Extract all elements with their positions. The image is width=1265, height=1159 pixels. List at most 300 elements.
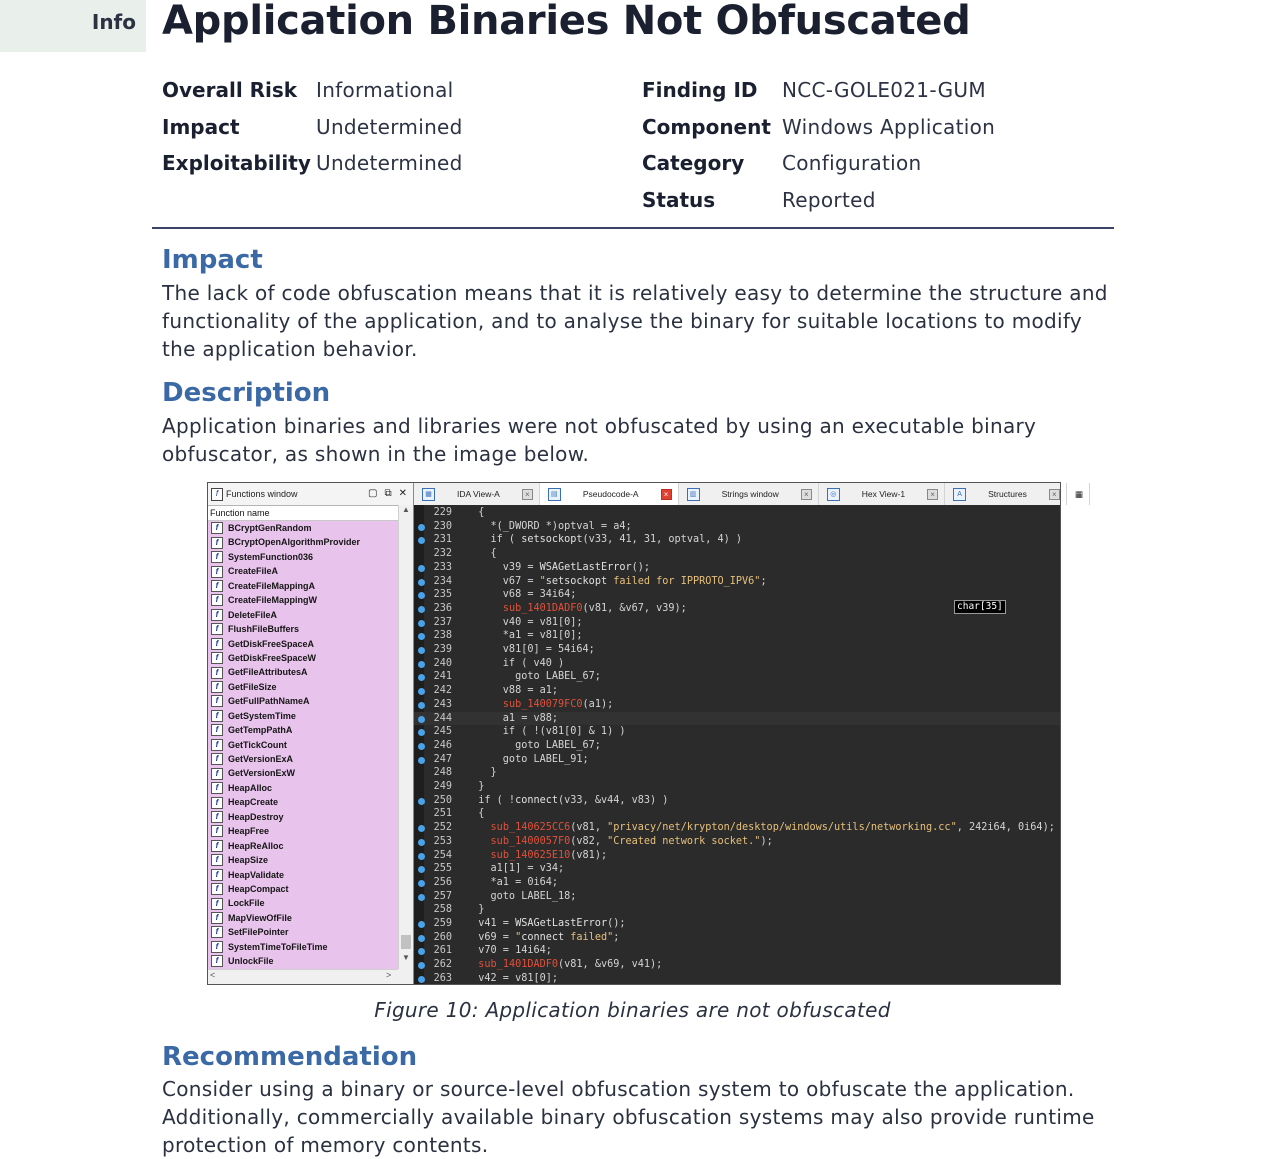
function-name: HeapSize: [228, 855, 269, 866]
function-icon: f: [211, 537, 223, 549]
function-name: CreateFileA: [228, 566, 279, 577]
code-text: *a1 = 0i64;: [466, 876, 559, 888]
code-text: v42 = v81[0];: [466, 972, 559, 984]
code-text: v68 = 34i64;: [466, 589, 577, 601]
line-number: 260: [433, 931, 452, 943]
code-line[interactable]: [414, 712, 1060, 726]
breakpoint-dot-icon[interactable]: [418, 579, 425, 586]
impact-text: The lack of code obfuscation means that it is relatively easy to determine the structure and functionality of the application, and to analyse the binary for suitable locations to modify the application behavior.: [162, 281, 1108, 361]
restore-icon[interactable]: ⧉: [384, 488, 392, 499]
code-line[interactable]: [414, 561, 1060, 575]
line-number: 255: [433, 863, 452, 875]
finding-title: Application Binaries Not Obfuscated: [162, 0, 971, 44]
function-icon: f: [211, 594, 223, 606]
line-number: 231: [433, 534, 452, 546]
function-name: CreateFileMappingW: [228, 595, 318, 606]
code-text: goto LABEL_91;: [466, 753, 589, 765]
function-icon: f: [211, 753, 223, 765]
recommendation-heading: Recommendation: [162, 1042, 418, 1072]
function-name: HeapAlloc: [228, 782, 273, 793]
line-number: 256: [433, 876, 452, 888]
code-text: if ( setsockopt(v33, 41, 31, optval, 4) ): [466, 534, 743, 546]
function-list-item[interactable]: [208, 593, 398, 607]
code-line[interactable]: [414, 520, 1060, 534]
line-number: 243: [433, 698, 452, 710]
breakpoint-dot-icon[interactable]: [418, 935, 425, 942]
function-list: [208, 521, 398, 969]
tab-pseudocode-a[interactable]: [540, 483, 679, 505]
breakpoint-dot-icon[interactable]: [418, 894, 425, 901]
code-line[interactable]: [414, 917, 1060, 931]
code-line[interactable]: [414, 835, 1060, 849]
code-text: goto LABEL_67;: [466, 739, 601, 751]
close-icon[interactable]: ✕: [398, 488, 407, 499]
function-list-item[interactable]: [208, 882, 398, 896]
functions-window-title: Functions window: [226, 489, 298, 499]
function-name: BCryptOpenAlgorithmProvider: [228, 537, 361, 548]
code-line[interactable]: [414, 643, 1060, 657]
figure-caption: Figure 10: Application binaries are not obfuscated: [374, 998, 891, 1022]
function-list-item[interactable]: [208, 810, 398, 824]
line-number: 245: [433, 726, 452, 738]
type-tooltip: char[35]: [954, 600, 1006, 614]
code-text: {: [466, 548, 497, 560]
breakpoint-dot-icon[interactable]: [418, 921, 425, 928]
meta-value: Configuration: [782, 151, 922, 175]
function-name: SystemTimeToFileTime: [228, 941, 328, 952]
code-line[interactable]: [414, 821, 1060, 835]
function-icon: f: [211, 566, 223, 578]
code-text: {: [466, 507, 485, 518]
line-number: 249: [433, 781, 452, 792]
scroll-down-icon[interactable]: ▼: [402, 953, 410, 962]
function-icon: f: [211, 941, 223, 953]
function-name: GetVersionExA: [228, 754, 294, 764]
function-list-item[interactable]: [208, 824, 398, 838]
function-icon: f: [211, 854, 223, 866]
function-name: BCryptGenRandom: [228, 523, 312, 533]
function-list-item[interactable]: [208, 723, 398, 737]
line-number: 250: [433, 794, 452, 806]
breakpoint-dot-icon[interactable]: [418, 853, 425, 860]
breakpoint-dot-icon[interactable]: [418, 798, 425, 805]
code-line[interactable]: [414, 698, 1060, 712]
meta-left: [162, 72, 463, 182]
function-icon: f: [211, 811, 223, 823]
tab-close-icon[interactable]: ×: [661, 489, 672, 500]
function-name: CreateFileMappingA: [228, 580, 316, 591]
code-line[interactable]: [414, 849, 1060, 863]
code-text: goto LABEL_18;: [466, 890, 577, 902]
function-icon: f: [211, 522, 223, 534]
function-icon: f: [211, 898, 223, 910]
line-number: 232: [433, 548, 452, 560]
function-icon: f: [211, 609, 223, 621]
function-name: HeapValidate: [228, 869, 285, 880]
strings-icon: ▥: [687, 488, 700, 501]
function-name: GetTickCount: [228, 739, 287, 750]
function-name: GetFileAttributesA: [228, 667, 308, 678]
code-line[interactable]: [414, 903, 1060, 917]
code-text: }: [466, 767, 497, 779]
function-list-item[interactable]: [208, 853, 398, 867]
function-icon: f: [211, 797, 223, 809]
code-text: v81[0] = 54i64;: [466, 644, 595, 655]
breakpoint-dot-icon[interactable]: [418, 962, 425, 969]
code-line[interactable]: [414, 575, 1060, 589]
function-icon: f: [211, 488, 223, 501]
code-text: v40 = v81[0];: [466, 616, 583, 628]
breakpoint-dot-icon[interactable]: [418, 674, 425, 681]
meta-key: Status: [642, 187, 716, 212]
breakpoint-dot-icon[interactable]: [418, 743, 425, 750]
tab-label: Strings window: [721, 489, 779, 499]
code-text: if ( !(v81[0] & 1) ): [466, 726, 626, 738]
function-icon: f: [211, 667, 223, 679]
breakpoint-dot-icon[interactable]: [418, 716, 425, 723]
recommendation-text: Consider using a binary or source-level obfuscation system to obfuscate the application. Additionally, commercially available binary obfuscation systems may also provide runtime protection of memory contents.: [162, 1077, 1095, 1157]
window-controls: [368, 483, 413, 505]
breakpoint-dot-icon[interactable]: [418, 948, 425, 955]
code-text: v88 = a1;: [466, 685, 559, 697]
function-name: HeapCreate: [228, 797, 279, 808]
function-icon: f: [211, 926, 223, 938]
function-list-item[interactable]: [208, 925, 398, 939]
graph-icon: ▦: [422, 488, 435, 501]
scrollbar-thumb[interactable]: [401, 935, 411, 949]
code-line[interactable]: [414, 739, 1060, 753]
function-list-item[interactable]: [208, 665, 398, 679]
code-text: v67 = "setsockopt failed for IPPROTO_IPV6";: [466, 575, 767, 587]
function-icon: f: [211, 638, 223, 650]
tab-ida-view-a[interactable]: [414, 483, 540, 505]
line-number: 236: [433, 602, 452, 614]
meta-key: Overall Risk: [162, 78, 298, 102]
code-line[interactable]: [414, 958, 1060, 972]
line-number: 253: [433, 835, 452, 847]
breakpoint-dot-icon[interactable]: [418, 880, 425, 887]
function-icon: f: [211, 768, 223, 780]
function-name: SetFilePointer: [228, 927, 289, 938]
line-number: 262: [433, 959, 452, 971]
code-text: v41 = WSAGetLastError();: [466, 918, 626, 929]
meta-row-overall-risk: [162, 72, 463, 109]
scroll-left-icon[interactable]: <: [210, 970, 216, 980]
meta-value: Reported: [782, 187, 876, 212]
function-list-item[interactable]: [208, 954, 398, 968]
breakpoint-dot-icon[interactable]: [418, 565, 425, 572]
function-name: HeapDestroy: [228, 811, 284, 822]
meta-row-impact: [162, 109, 463, 146]
function-icon: f: [211, 840, 223, 852]
code-line[interactable]: [414, 616, 1060, 630]
function-name: DeleteFileA: [228, 609, 278, 620]
code-line[interactable]: [414, 807, 1060, 821]
function-icon: f: [211, 825, 223, 837]
breakpoint-dot-icon[interactable]: [418, 866, 425, 873]
breakpoint-dot-icon[interactable]: [418, 839, 425, 846]
code-line[interactable]: [414, 629, 1060, 643]
pseudocode-icon: ▤: [548, 488, 561, 501]
code-line[interactable]: [414, 780, 1060, 794]
tab-bar: [414, 483, 1083, 506]
line-number: 230: [433, 520, 452, 532]
function-list-item[interactable]: [208, 637, 398, 651]
function-icon: f: [211, 739, 223, 751]
function-name: GetDiskFreeSpaceA: [228, 638, 315, 649]
meta-row-component: [642, 109, 995, 146]
code-line[interactable]: [414, 862, 1060, 876]
code-line[interactable]: [414, 533, 1060, 547]
code-text: if ( !connect(v33, &v44, v83) ): [466, 794, 669, 806]
code-text: {: [466, 808, 485, 820]
function-name: HeapReAlloc: [228, 840, 284, 851]
meta-value: Undetermined: [316, 114, 463, 139]
function-list-item[interactable]: [208, 608, 398, 622]
function-icon: f: [211, 551, 223, 563]
function-icon: f: [211, 869, 223, 881]
line-number: 248: [433, 767, 452, 779]
line-number: 252: [433, 822, 452, 834]
meta-row-category: [642, 145, 995, 182]
function-list-item[interactable]: [208, 694, 398, 708]
code-text: a1[1] = v34;: [466, 863, 565, 875]
function-icon: f: [211, 955, 223, 967]
functions-window: [208, 483, 414, 984]
tab-hex-view-1[interactable]: [819, 483, 945, 505]
breakpoint-dot-icon[interactable]: [418, 592, 425, 599]
code-text: goto LABEL_67;: [466, 671, 601, 683]
code-text: }: [466, 781, 485, 792]
tab-label: Hex View-1: [861, 489, 906, 499]
code-line[interactable]: [414, 931, 1060, 945]
line-number: 235: [433, 589, 452, 601]
code-line[interactable]: [414, 670, 1060, 684]
function-icon: f: [211, 695, 223, 707]
function-list-item[interactable]: [208, 622, 398, 636]
meta-row-exploitability: [162, 145, 463, 182]
code-text: a1 = v88;: [466, 712, 559, 724]
function-list-item[interactable]: [208, 839, 398, 853]
breakpoint-dot-icon[interactable]: [418, 647, 425, 654]
function-icon: f: [211, 652, 223, 664]
minimize-icon[interactable]: ▢: [368, 488, 378, 499]
tab-structures[interactable]: [945, 483, 1067, 505]
meta-key: Impact: [162, 114, 240, 139]
tab-label: IDA View-A: [457, 489, 500, 499]
function-name: GetTempPathA: [228, 725, 293, 736]
function-list-item[interactable]: [208, 535, 398, 549]
breakpoint-dot-icon[interactable]: [418, 620, 425, 627]
column-header-function-name[interactable]: Function name: [208, 506, 400, 521]
function-list-item[interactable]: [208, 752, 398, 766]
breakpoint-dot-icon[interactable]: [418, 757, 425, 764]
function-name: UnlockFile: [228, 956, 274, 967]
code-text: v69 = "connect failed";: [466, 931, 620, 943]
function-name: GetVersionExW: [228, 768, 296, 779]
line-number: 239: [433, 644, 452, 655]
function-list-item[interactable]: [208, 738, 398, 752]
line-number: 229: [433, 507, 452, 518]
code-text: if ( v40 ): [466, 657, 565, 669]
line-number: 244: [433, 712, 452, 724]
meta-key: Exploitability: [162, 151, 311, 175]
function-list-item[interactable]: [208, 521, 398, 535]
description-text: Application binaries and libraries were not obfuscated by using an executable binary obfuscator, as shown in the image below.: [162, 414, 1037, 466]
code-text: sub_1401DADF0(v81, &v67, v39);: [502, 602, 687, 614]
function-list-item[interactable]: [208, 795, 398, 809]
line-number: 238: [433, 630, 452, 642]
tab-strings-window[interactable]: [679, 483, 819, 505]
scroll-up-icon[interactable]: ▲: [402, 505, 410, 514]
breakpoint-dot-icon[interactable]: [418, 661, 425, 668]
code-text: sub_140079FC0(a1);: [502, 698, 614, 710]
line-number: 259: [433, 918, 452, 929]
function-name: GetSystemTime: [228, 710, 296, 721]
function-list-item[interactable]: [208, 781, 398, 795]
function-name: FlushFileBuffers: [228, 624, 300, 635]
line-number: 263: [433, 972, 452, 984]
code-text: v39 = WSAGetLastError();: [466, 561, 651, 573]
function-list-item[interactable]: [208, 896, 398, 910]
meta-value: Undetermined: [316, 151, 463, 175]
breakpoint-dot-icon[interactable]: [418, 688, 425, 695]
function-icon: f: [211, 912, 223, 924]
function-name: HeapCompact: [228, 883, 289, 894]
scroll-right-icon[interactable]: >: [386, 970, 392, 980]
code-line[interactable]: [414, 657, 1060, 671]
functions-window-titlebar: [208, 483, 413, 506]
code-line[interactable]: [414, 684, 1060, 698]
code-line[interactable]: [414, 506, 1060, 520]
line-number: 234: [433, 575, 452, 587]
structures-icon: A: [953, 488, 966, 501]
code-line[interactable]: [414, 890, 1060, 904]
function-icon: f: [211, 580, 223, 592]
code-text: v70 = 14i64;: [466, 945, 552, 957]
line-number: 233: [433, 561, 452, 573]
function-list-item[interactable]: [208, 680, 398, 694]
function-list-item[interactable]: [208, 940, 398, 954]
description-heading: Description: [162, 378, 331, 408]
code-line[interactable]: [414, 753, 1060, 767]
meta-value: Windows Application: [782, 114, 996, 139]
code-text: *(_DWORD *)optval = a4;: [466, 520, 632, 532]
line-number: 242: [433, 685, 452, 697]
function-list-item[interactable]: [208, 868, 398, 882]
line-number: 247: [433, 753, 452, 765]
function-list-item[interactable]: [208, 579, 398, 593]
tab-close-icon[interactable]: ×: [522, 489, 533, 500]
code-text: sub_140625E10(v81);: [490, 849, 608, 861]
meta-key: Category: [642, 151, 745, 175]
function-icon: f: [211, 782, 223, 794]
function-list-item[interactable]: [208, 550, 398, 564]
function-icon: f: [211, 710, 223, 722]
code-line[interactable]: [414, 876, 1060, 890]
code-line[interactable]: [414, 766, 1060, 780]
tab-label: Pseudocode-A: [582, 489, 639, 499]
function-icon: f: [211, 623, 223, 635]
meta-key: Finding ID: [642, 78, 758, 102]
tab-close-icon[interactable]: ×: [1049, 489, 1060, 500]
hex-icon: ◎: [827, 488, 840, 501]
meta-row-status: [642, 182, 995, 219]
line-number: 257: [433, 890, 452, 902]
line-number: 246: [433, 739, 452, 751]
breakpoint-dot-icon[interactable]: [418, 633, 425, 640]
meta-row-finding-id: [642, 72, 995, 109]
function-list-item[interactable]: [208, 766, 398, 780]
breakpoint-dot-icon[interactable]: [418, 976, 425, 983]
breakpoint-dot-icon[interactable]: [418, 729, 425, 736]
code-text: }: [466, 904, 485, 916]
function-name: HeapFree: [228, 826, 270, 837]
function-name: MapViewOfFile: [228, 912, 292, 923]
code-line[interactable]: [414, 944, 1060, 958]
code-text: sub_1400057F0(v82, "Created network socket.");: [490, 835, 773, 847]
tab-close-icon[interactable]: ×: [927, 489, 938, 500]
function-icon: f: [211, 681, 223, 693]
code-line[interactable]: [414, 725, 1060, 739]
impact-heading: Impact: [162, 245, 263, 275]
function-list-item[interactable]: [208, 564, 398, 578]
meta-value: Informational: [316, 78, 454, 102]
function-name: GetDiskFreeSpaceW: [228, 652, 317, 663]
line-number: 261: [433, 945, 452, 957]
line-number: 237: [433, 616, 452, 628]
ida-screenshot: [207, 482, 1083, 985]
vertical-scrollbar[interactable]: [398, 505, 413, 969]
function-list-item[interactable]: [208, 651, 398, 665]
pseudocode-view[interactable]: [414, 505, 1060, 984]
code-line[interactable]: [414, 547, 1060, 561]
more-tabs-icon[interactable]: ▦: [1067, 483, 1090, 505]
meta-right: [642, 72, 995, 218]
function-icon: f: [211, 724, 223, 736]
line-number: 251: [433, 808, 452, 820]
function-list-item[interactable]: [208, 709, 398, 723]
function-name: SystemFunction036: [228, 551, 314, 562]
line-number: 240: [433, 657, 452, 669]
code-line[interactable]: [414, 972, 1060, 986]
tab-close-icon[interactable]: ×: [801, 489, 812, 500]
breakpoint-dot-icon[interactable]: [418, 825, 425, 832]
line-number: 254: [433, 849, 452, 861]
function-icon: f: [211, 883, 223, 895]
severity-badge: Info: [0, 0, 146, 52]
breakpoint-dot-icon[interactable]: [418, 537, 425, 544]
function-name: GetFullPathNameA: [228, 696, 310, 707]
code-text: sub_140625CC6(v81, "privacy/net/krypton/desktop/windows/utils/networking.cc", 242i64, 0i64);: [490, 822, 1055, 834]
breakpoint-dot-icon[interactable]: [418, 702, 425, 709]
line-number: 258: [433, 904, 452, 916]
function-list-item[interactable]: [208, 911, 398, 925]
code-text: *a1 = v81[0];: [466, 630, 583, 642]
function-name: LockFile: [228, 898, 265, 909]
line-number: 241: [433, 671, 452, 683]
code-line[interactable]: [414, 794, 1060, 808]
breakpoint-dot-icon[interactable]: [418, 606, 425, 613]
meta-key: Component: [642, 114, 771, 139]
divider: [152, 227, 1114, 229]
function-name: GetFileSize: [228, 681, 277, 692]
horizontal-scrollbar[interactable]: [208, 969, 398, 984]
meta-value: NCC-GOLE021-GUM: [782, 78, 986, 102]
breakpoint-dot-icon[interactable]: [418, 524, 425, 531]
tab-label: Structures: [988, 489, 1027, 499]
code-text: sub_1401DADF0(v81, &v69, v41);: [478, 959, 663, 971]
